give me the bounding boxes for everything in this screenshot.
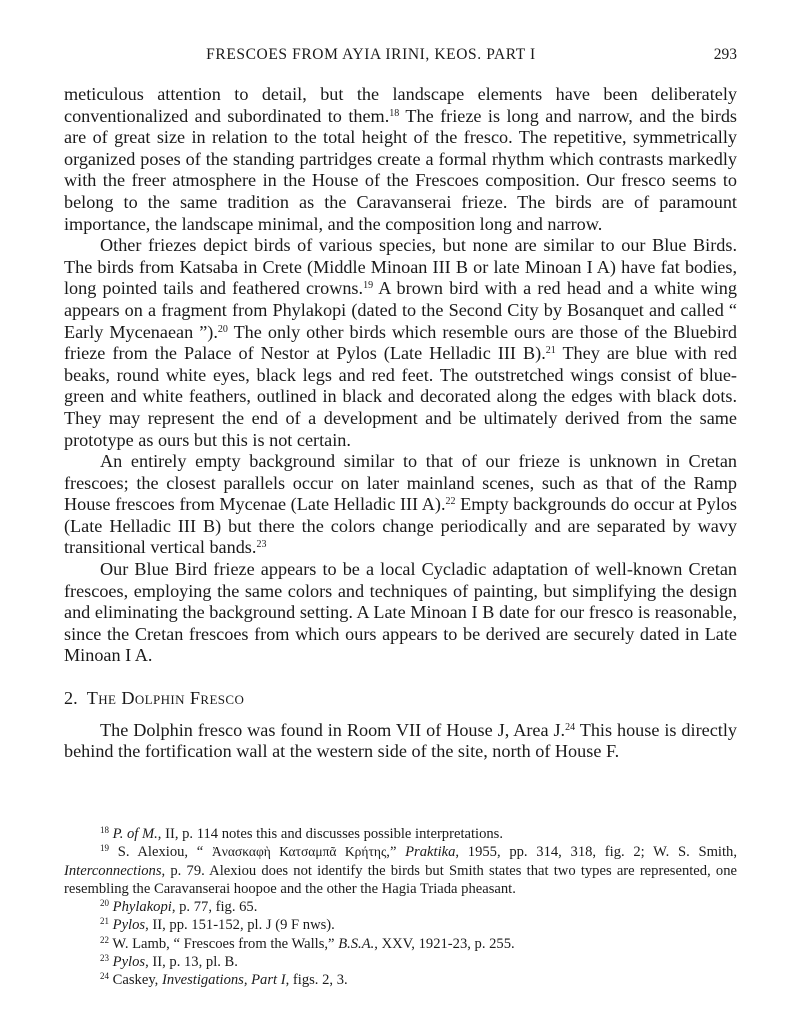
citation-title: Phylakopi	[112, 899, 172, 916]
footnote-18	[64, 825, 737, 843]
running-head: FRESCOES FROM AYIA IRINI, KEOS. PART I	[206, 46, 536, 63]
footnote-ref: 24	[565, 721, 576, 733]
text-run: , p. 77, fig. 65.	[171, 899, 258, 916]
footnote-22	[64, 935, 737, 953]
footnote-20	[64, 898, 737, 916]
text-run: , 1955, pp. 314, 318, fig. 2; W. S. Smith,	[455, 844, 737, 861]
text-run: , II, p. 13, pl. B.	[145, 954, 238, 971]
body-text	[64, 84, 737, 763]
paragraph-2	[64, 235, 737, 451]
section-title: The Dolphin Fresco	[86, 688, 245, 709]
footnote-ref: 23	[256, 539, 267, 551]
footnote-number: 20	[100, 898, 109, 909]
text-run: This house is directly behind the fortification wall at the western side of the site, north of House F.	[64, 719, 737, 762]
citation-title: Investigations, Part I	[161, 972, 286, 989]
paragraph-4: Our Blue Bird frieze appears to be a local Cycladic adaptation of well-known Cretan frescoes, employing the same colors and techniques of painting, but simplifying the design and eliminating the background setting. A Late Minoan I B date for our fresco is reasonable, since the Cretan frescoes from which ours appears to be derived are securely dated in Late Minoan I A.	[64, 559, 737, 666]
citation-title: Pylos	[112, 954, 146, 971]
citation-title: B.S.A.	[338, 935, 375, 952]
paragraph-1	[64, 84, 737, 235]
footnote-ref: 18	[389, 107, 400, 119]
text-run: W. Lamb, “ Frescoes from the Walls,”	[112, 935, 339, 952]
footnote-19	[64, 843, 737, 898]
footnote-number: 23	[100, 953, 109, 964]
text-run: S. Alexiou, “	[117, 844, 212, 861]
text-run: , II, p. 114 notes this and discusses possible interpretations.	[157, 826, 504, 842]
text-run: meticulous attention to detail, but the landscape elements have been deliberately conventionalized and subordinated to them.	[64, 84, 737, 126]
text-run: , XXV, 1921-23, p. 255.	[374, 935, 515, 952]
citation-title: Interconnections	[64, 862, 162, 879]
paragraph-3	[64, 451, 737, 559]
footnote-23	[64, 953, 737, 971]
text-run: Other friezes depict birds of various species, but none are similar to our Blue Birds. The birds from Katsaba in Crete (Middle Minoan III B or late Minoan I A) have fat bodies, long pointed tails and feathered crowns.	[64, 235, 737, 299]
footnote-24	[64, 971, 737, 989]
footnote-ref: 20	[217, 323, 228, 335]
footnote-number: 19	[100, 843, 109, 854]
text-run: , figs. 2, 3.	[285, 972, 348, 989]
footnote-number: 21	[100, 916, 109, 927]
footnote-number: 18	[100, 825, 109, 835]
text-run: A brown bird with a red head and a white wing appears on a fragment from Phylakopi (dated to the Second City by Bosanquet and called “ Early Mycenaean ”).	[64, 278, 737, 342]
text-run: ,”	[386, 844, 406, 861]
text-run: Empty backgrounds do occur at Pylos (Late Helladic III B) but there the colors change periodically and are separated by wavy transitional vertical bands.	[64, 494, 737, 558]
section-number: 2.	[64, 688, 78, 709]
text-run: An entirely empty background similar to that of our frieze is unknown in Cretan frescoes; the closest parallels occur on later mainland scenes, such as that of the Ramp House frescoes from Mycenae (Late Helladic III A).	[64, 451, 737, 515]
footnote-ref: 19	[363, 280, 374, 292]
text-run: The Dolphin fresco was found in Room VII of House J, Area J.	[100, 719, 566, 740]
text-run: , p. 79. Alexiou does not identify the birds but Smith states that two types are represented, one resembling the Caravanserai hoopoe and the other the Hagia Triada pheasant.	[64, 862, 737, 897]
paragraph-5	[64, 720, 737, 763]
text-run: Caskey,	[112, 972, 162, 989]
footnote-21	[64, 916, 737, 934]
section-heading	[64, 688, 737, 710]
footnote-number: 24	[100, 971, 109, 982]
page-header	[0, 46, 801, 70]
footnote-ref: 22	[445, 496, 456, 508]
citation-title: Praktika	[405, 844, 456, 861]
text-run: The only other birds which resemble ours are those of the Bluebird frieze from the Palace of Nestor at Pylos (Late Helladic III B).	[64, 321, 737, 364]
citation-title: P. of M.	[112, 826, 158, 842]
footnotes	[64, 825, 737, 990]
text-run: , II, pp. 151-152, pl. J (9 F nws).	[145, 917, 335, 934]
citation-title: Pylos	[112, 917, 146, 934]
text-run: They are blue with red beaks, round white eyes, black legs and red feet. The outstretched wings consist of blue-green and white feathers, outlined in black and decorated along the edges with black dots. They may represent the end of a development and be ultimately derived from the same prototype as ours but this is not certain.	[64, 343, 737, 450]
page-number: 293	[713, 46, 737, 63]
footnote-ref: 21	[545, 345, 556, 357]
greek-title: Ἀνασκαφὴ Κατσαμπᾶ Κρήτης	[211, 844, 387, 860]
text-run: The frieze is long and narrow, and the birds are of great size in relation to the total height of the fresco. The repetitive, symmetrically organized poses of the standing partridges create a formal rhythm which contrasts markedly with the freer atmosphere in the House of the Frescoes composition. Our fresco seems to belong to the same tradition as the Caravanserai frieze. The birds are of paramount importance, the landscape minimal, and the composition long and narrow.	[64, 105, 737, 234]
footnote-number: 22	[100, 934, 109, 945]
